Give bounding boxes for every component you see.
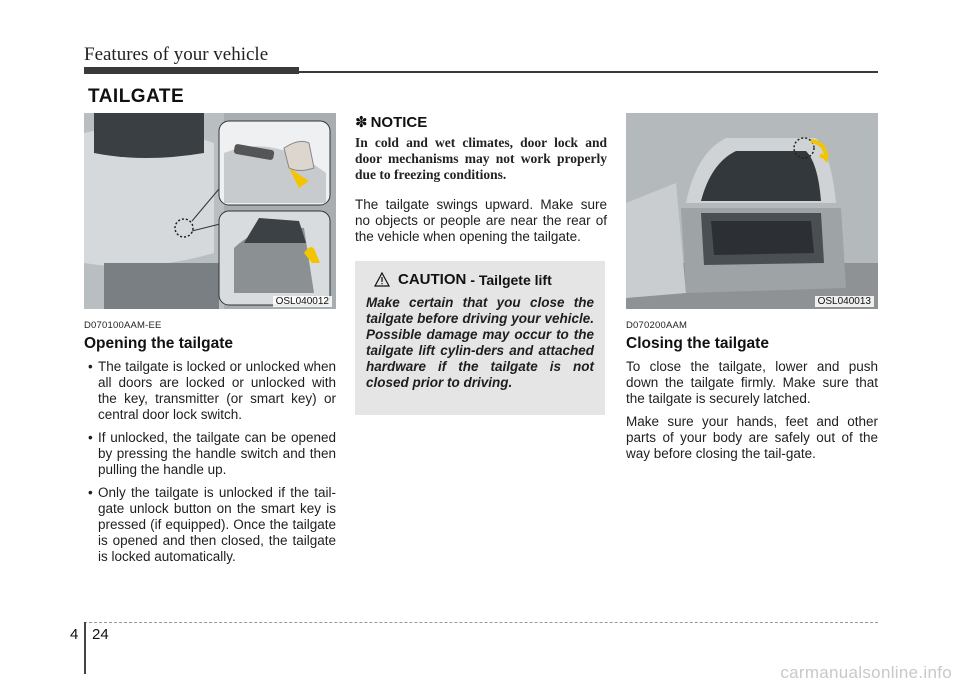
caution-word: CAUTION: [398, 271, 467, 288]
closing-paragraph: To close the tailgate, lower and push down the tailgate firmly. Make sure that the tailgate is securely latched.: [626, 359, 878, 406]
car-rear-illustration: [84, 113, 336, 309]
header-rule-thick: [84, 67, 299, 74]
car-open-tailgate-illustration: [626, 113, 878, 309]
caution-heading: [374, 271, 594, 288]
notice-title: NOTICE: [370, 113, 428, 131]
caution-subtitle: - Tailgete lift: [470, 271, 552, 288]
column-closing: [626, 113, 878, 469]
bullet-item: • If unlocked, the tailgate can be opened by pressing the handle switch and then pulling the handle up.: [84, 430, 336, 478]
page-header-title: Features of your vehicle: [84, 44, 269, 65]
section-code: D070200AAM: [626, 320, 688, 331]
footer-rule: [84, 622, 878, 623]
column-notice: [355, 113, 607, 415]
header-rule-thin: [299, 71, 878, 73]
section-code: D070100AAM-EE: [84, 320, 162, 331]
closing-tailgate-photo: [626, 113, 878, 309]
warning-triangle-icon: [374, 272, 390, 287]
image-code: OSL040013: [815, 296, 874, 307]
closing-heading: Closing the tailgate: [626, 335, 769, 352]
caution-text: Make certain that you close the tailgate before driving your vehicle. Possible damage may occur to the tailgate lift cylin-ders and attached hardware if the tailgate is not closed prior to driving.: [366, 295, 594, 390]
notice-star-icon: ✽: [355, 114, 368, 131]
opening-heading: Opening the tailgate: [84, 335, 233, 352]
image-code: OSL040012: [273, 296, 332, 307]
column-opening: [84, 113, 336, 572]
notice-body: In cold and wet climates, door lock and door mechanisms may not work properly due to freezing conditions.: [355, 135, 607, 182]
bullet-item: • The tailgate is locked or unlocked when all doors are locked or unlocked with the key, transmitter (or smart key) or central door lock switch.: [84, 359, 336, 423]
notice-heading: [355, 113, 607, 131]
swing-paragraph: The tailgate swings upward. Make sure no objects or people are near the rear of the vehicle when opening the tailgate.: [355, 197, 607, 244]
watermark: carmanualsonline.info: [780, 663, 952, 682]
closing-paragraph: Make sure your hands, feet and other parts of your body are safely out of the way before closing the tail-gate.: [626, 414, 878, 461]
bullet-item: • Only the tailgate is unlocked if the tail-gate unlock button on the smart key is pressed (if equipped). Once the tailgate is opened and then closed, the tailgate is locked automatically.: [84, 485, 336, 565]
opening-bullets: [84, 359, 336, 565]
section-title: TAILGATE: [88, 86, 185, 107]
footer-rule-vertical: [84, 622, 86, 674]
caution-box: [355, 261, 605, 415]
opening-tailgate-photo: [84, 113, 336, 309]
page-number: 24: [92, 626, 109, 643]
chapter-number: 4: [70, 626, 79, 643]
